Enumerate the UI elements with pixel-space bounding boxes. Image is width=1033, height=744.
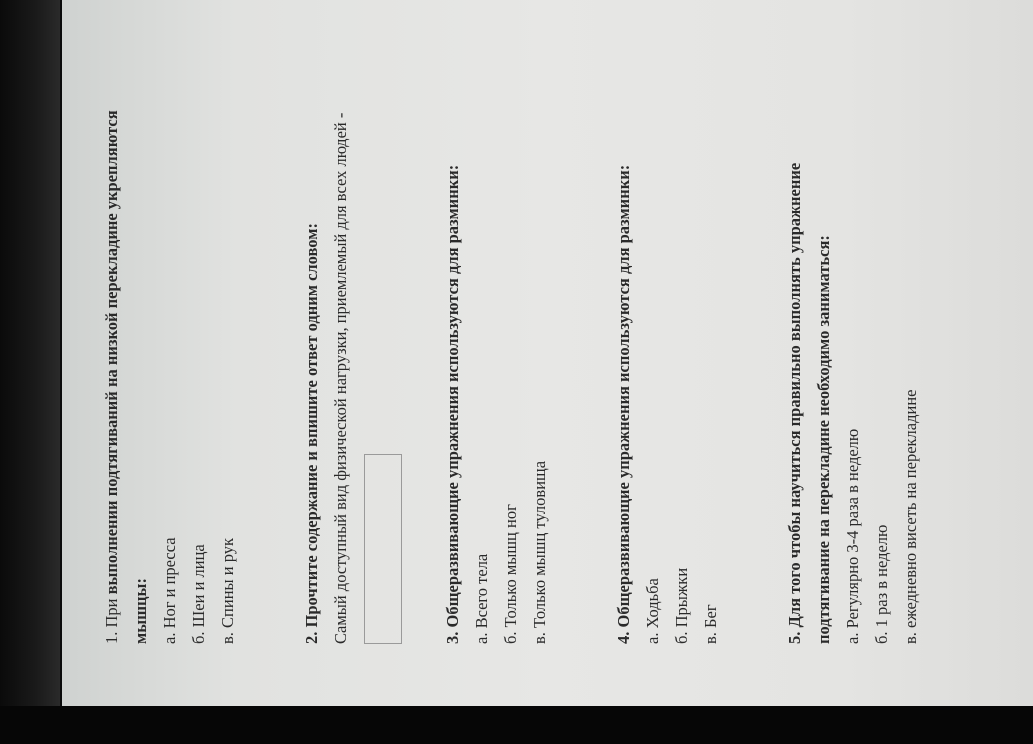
- dark-background-bottom: [0, 706, 1033, 744]
- question-4: [614, 0, 730, 644]
- spacer: [559, 0, 614, 644]
- question-1-title-line2: мышцы:: [131, 578, 150, 644]
- question-5-option-c[interactable]: в. ежедневно висеть на перекладине: [901, 389, 920, 644]
- worksheet-content: [102, 0, 920, 644]
- question-1-option-a[interactable]: а. Ног и пресса: [160, 537, 179, 644]
- question-4-title: 4. Общеразвивающие упражнения используются для разминки:: [614, 164, 633, 644]
- question-1: [102, 0, 247, 644]
- question-3: [443, 0, 559, 644]
- question-5: [785, 0, 930, 644]
- question-3-option-c[interactable]: в. Только мышц туловища: [530, 460, 549, 644]
- question-5-option-a[interactable]: а. Регулярно 3-4 раза в неделю: [843, 428, 862, 644]
- dark-background-left: [0, 0, 60, 706]
- question-3-title: 3. Общеразвивающие упражнения используются для разминки:: [443, 164, 462, 644]
- spacer: [247, 0, 302, 644]
- question-3-option-a[interactable]: а. Всего тела: [472, 553, 491, 644]
- question-4-option-b[interactable]: б. Прыжки: [672, 567, 691, 644]
- question-1-option-c[interactable]: в. Спины и рук: [218, 537, 237, 644]
- question-1-option-b[interactable]: б. Шеи и лица: [189, 544, 208, 644]
- question-4-option-c[interactable]: в. Бег: [701, 604, 720, 644]
- question-5-title: 5. Для того чтобы научиться правильно выполнять упражнение: [785, 162, 804, 644]
- question-2-text: Самый доступный вид физической нагрузки, приемлемый для всех людей -: [331, 112, 350, 644]
- spacer: [730, 0, 785, 644]
- question-2-title: 2. Прочтите содержание и впишите ответ одним словом:: [302, 223, 321, 644]
- question-5-option-b[interactable]: б. 1 раз в неделю: [872, 524, 891, 644]
- question-2: [302, 0, 407, 644]
- answer-input-box[interactable]: [364, 454, 402, 644]
- spacer: [407, 0, 443, 644]
- question-5-title-line2: подтягивание на перекладине необходимо заниматься:: [814, 235, 833, 644]
- question-4-option-a[interactable]: а. Ходьба: [643, 578, 662, 644]
- question-3-option-b[interactable]: б. Только мышц ног: [501, 504, 520, 644]
- question-1-title: 1. При выполнении подтягиваний на низкой перекладине укрепляются: [102, 110, 121, 644]
- question-2-answer-row: [360, 0, 407, 644]
